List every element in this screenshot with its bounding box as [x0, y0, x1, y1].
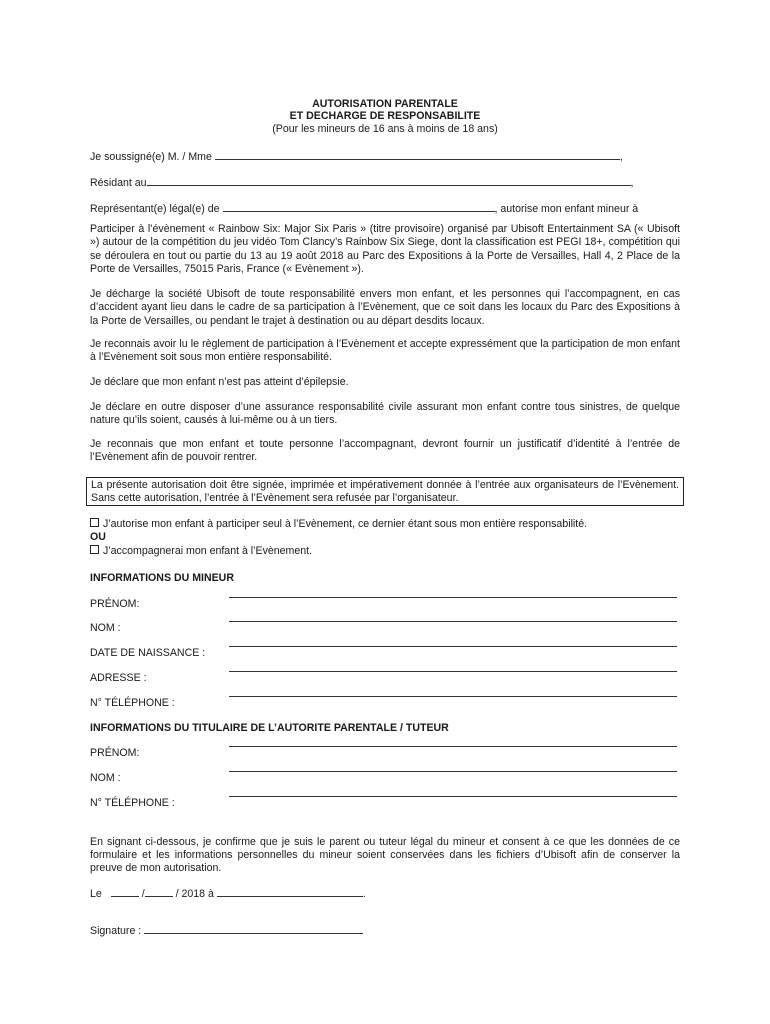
option-or: OU: [90, 531, 106, 543]
option-alone-label: J’autorise mon enfant à participer seul à l’Evènement, ce dernier étant sous mon entière responsabilité.: [103, 518, 588, 530]
guardian-firstname-field[interactable]: [229, 746, 677, 747]
minor-section-heading: INFORMATIONS DU MINEUR: [90, 572, 234, 584]
signatory-line: [90, 150, 623, 164]
guardian-firstname-label: PRÉNOM:: [90, 747, 140, 759]
minor-firstname-field[interactable]: [229, 597, 677, 598]
signature-label: Signature :: [90, 925, 142, 937]
minor-firstname-label: PRÉNOM:: [90, 598, 140, 610]
paragraph-event: Participer à l’évènement « Rainbow Six: Major Six Paris » (titre provisoire) organisé par Ubisoft Entertainment SA (« Ubisoft ») autour de la compétition du jeu vidéo Tom Clancy’s Rainbow Six Siege, dont la classification est PEGI 18+, compétition qui se déroulera en tout ou partie du 13 au 19 août 2018 au Parc des Expositions à la Porte de Versailles, Hall 4, 2 Place de la Porte de Versailles, 75015 Paris, France (« Evènement »).: [90, 223, 680, 276]
date-year-label: / 2018 à: [175, 888, 214, 900]
option-accompany: [90, 545, 312, 558]
signature-line: [90, 924, 363, 938]
residence-field[interactable]: [147, 176, 631, 186]
legal-rep-tail: , autorise mon enfant mineur à: [494, 203, 639, 215]
legal-rep-child-field[interactable]: [223, 202, 495, 212]
document-title: AUTORISATION PARENTALE: [312, 98, 458, 110]
checkbox-alone[interactable]: [90, 518, 99, 527]
date-day-field[interactable]: [111, 887, 139, 897]
paragraph-rules: Je reconnais avoir lu le règlement de participation à l’Evènement et accepte expressément que la participation de mon enfant à l’Evènement soit sous mon entière responsabilité.: [90, 338, 680, 364]
signatory-name-field[interactable]: [215, 150, 620, 160]
minor-lastname-label: NOM :: [90, 622, 121, 634]
minor-phone-field[interactable]: [229, 696, 677, 697]
date-line: [90, 887, 366, 901]
residence-label: Résidant au: [90, 177, 147, 189]
guardian-phone-field[interactable]: [229, 796, 677, 797]
date-end: .: [362, 888, 366, 900]
document-subtitle: (Pour les mineurs de 16 ans à moins de 18 ans): [272, 123, 498, 135]
option-accompany-label: J’accompagnerai mon enfant à l’Evènement.: [103, 545, 313, 557]
notice-box: [86, 477, 684, 506]
date-month-field[interactable]: [145, 887, 173, 897]
guardian-phone-label: N° TÉLÉPHONE :: [90, 797, 175, 809]
signature-field[interactable]: [144, 924, 363, 934]
comma: ,: [630, 177, 634, 189]
document-title-line2: ET DECHARGE DE RESPONSABILITE: [289, 110, 481, 122]
date-le-label: Le: [90, 888, 102, 900]
minor-address-field[interactable]: [229, 671, 677, 672]
comma: ,: [619, 151, 623, 163]
paragraph-epilepsy: Je déclare que mon enfant n’est pas atteint d’épilepsie.: [90, 376, 349, 388]
legal-rep-line: [90, 202, 638, 216]
consent-paragraph: En signant ci-dessous, je confirme que je suis le parent ou tuteur légal du mineur et consent à ce que les données de ce formulaire et les informations personnelles du mineur soient conservées dans les fichiers d’Ubisoft afin de conserver la preuve de mon autorisation.: [90, 836, 680, 874]
date-place-field[interactable]: [217, 887, 363, 897]
date-separator: /: [141, 888, 145, 900]
checkbox-accompany[interactable]: [90, 545, 99, 554]
signatory-label: Je soussigné(e) M. / Mme: [90, 151, 212, 163]
guardian-section-heading: INFORMATIONS DU TITULAIRE DE L’AUTORITE PARENTALE / TUTEUR: [90, 722, 449, 734]
minor-birthdate-field[interactable]: [229, 646, 677, 647]
minor-phone-label: N° TÉLÉPHONE :: [90, 697, 175, 709]
paragraph-identity: Je reconnais que mon enfant et toute personne l’accompagnant, devront fournir un justificatif d’identité à l’entrée de l’Evènement afin de pouvoir rentrer.: [90, 438, 680, 464]
residence-line: [90, 176, 634, 190]
guardian-lastname-label: NOM :: [90, 772, 121, 784]
notice-text: La présente autorisation doit être signée, imprimée et impérativement donnée à l’entrée aux organisateurs de l’Evènement. Sans cette autorisation, l’entrée à l’Evènement sera refusée par l’organisateur.: [91, 479, 679, 504]
option-alone: [90, 518, 587, 531]
paragraph-discharge: Je décharge la société Ubisoft de toute responsabilité envers mon enfant, et les personnes qui l’accompagnent, en cas d’accident ayant lieu dans le cadre de sa participation à l’Evènement, que ce soit dans les locaux du Parc des Expositions à la Porte de Versailles, ou pendant le trajet à destination ou au départ desdits locaux.: [90, 288, 680, 327]
minor-lastname-field[interactable]: [229, 621, 677, 622]
paragraph-insurance: Je déclare en outre disposer d’une assurance responsabilité civile assurant mon enfant contre tous sinistres, de quelque nature qu’ils soient, causés à lui-même ou à un tiers.: [90, 401, 680, 427]
guardian-lastname-field[interactable]: [229, 771, 677, 772]
legal-rep-label: Représentant(e) légal(e) de: [90, 203, 220, 215]
minor-address-label: ADRESSE :: [90, 672, 147, 684]
minor-birthdate-label: DATE DE NAISSANCE :: [90, 647, 206, 659]
